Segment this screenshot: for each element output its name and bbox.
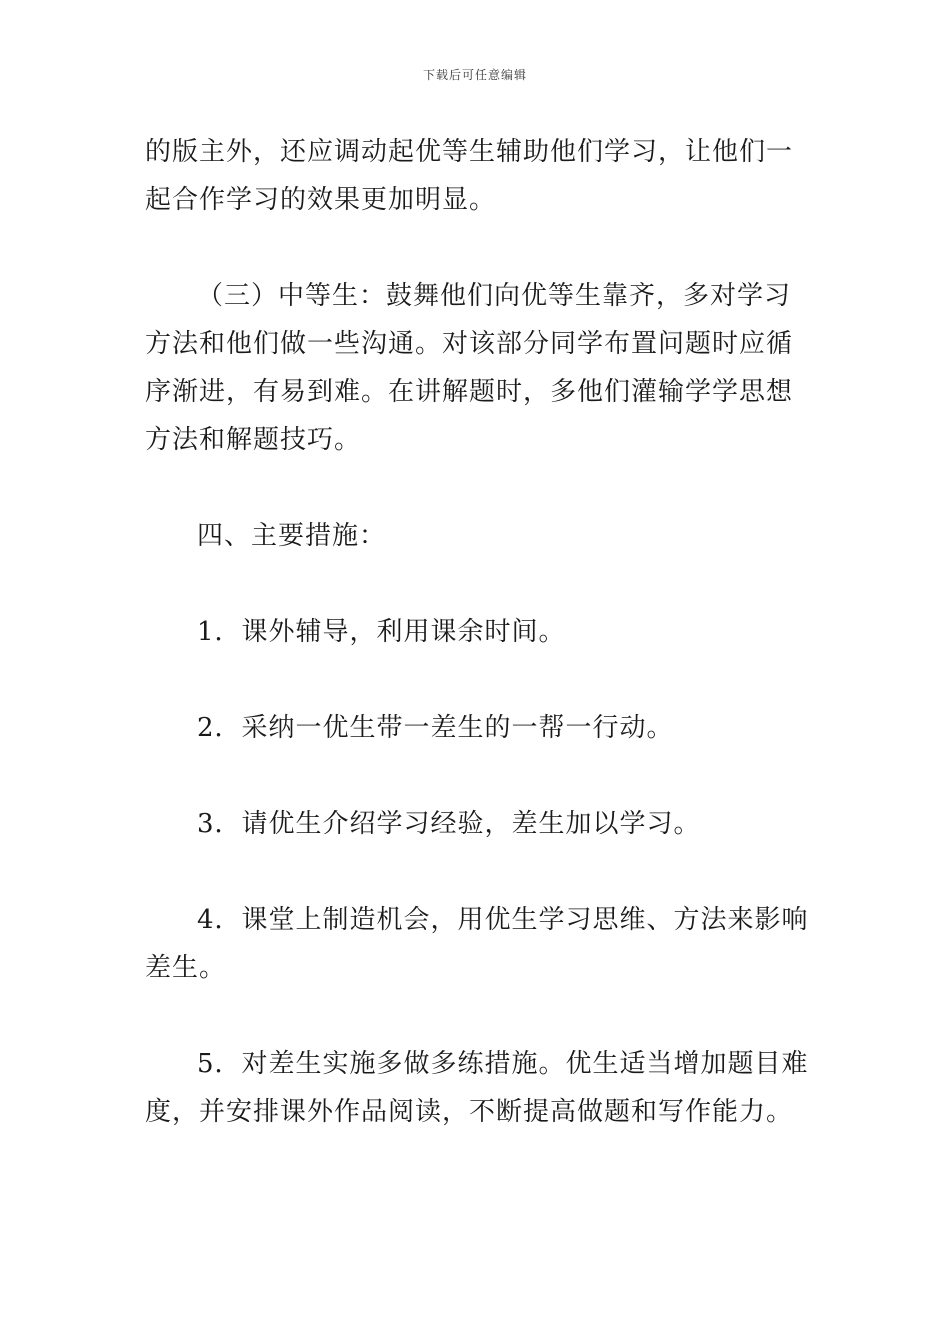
measure-item-3: 3．请优生介绍学习经验，差生加以学习。 (197, 809, 701, 839)
measure-item-1: 1．课外辅导，利用课余时间。 (197, 617, 566, 647)
paragraph-continuation: 的版主外，还应调动起优等生辅助他们学习，让他们一起合作学习的效果更加明显。 (145, 137, 794, 215)
document-body (145, 128, 817, 1184)
measure-item-4: 4．课堂上制造机会，用优生学习思维、方法来影响差生。 (145, 905, 809, 983)
paragraph-middle-students: （三）中等生：鼓舞他们向优等生靠齐，多对学习方法和他们做一些沟通。对该部分同学布置问题时应循序渐进，有易到难。在讲解题时，多他们灌输学学思想方法和解题技巧。 (145, 281, 794, 455)
measure-item-2: 2．采纳一优生带一差生的一帮一行动。 (197, 713, 674, 743)
measure-item-5: 5．对差生实施多做多练措施。优生适当增加题目难度，并安排课外作品阅读，不断提高做题和写作能力。 (145, 1049, 809, 1127)
page-header: 下载后可任意编辑 (422, 68, 527, 82)
section-heading-measures: 四、主要措施： (197, 521, 387, 551)
